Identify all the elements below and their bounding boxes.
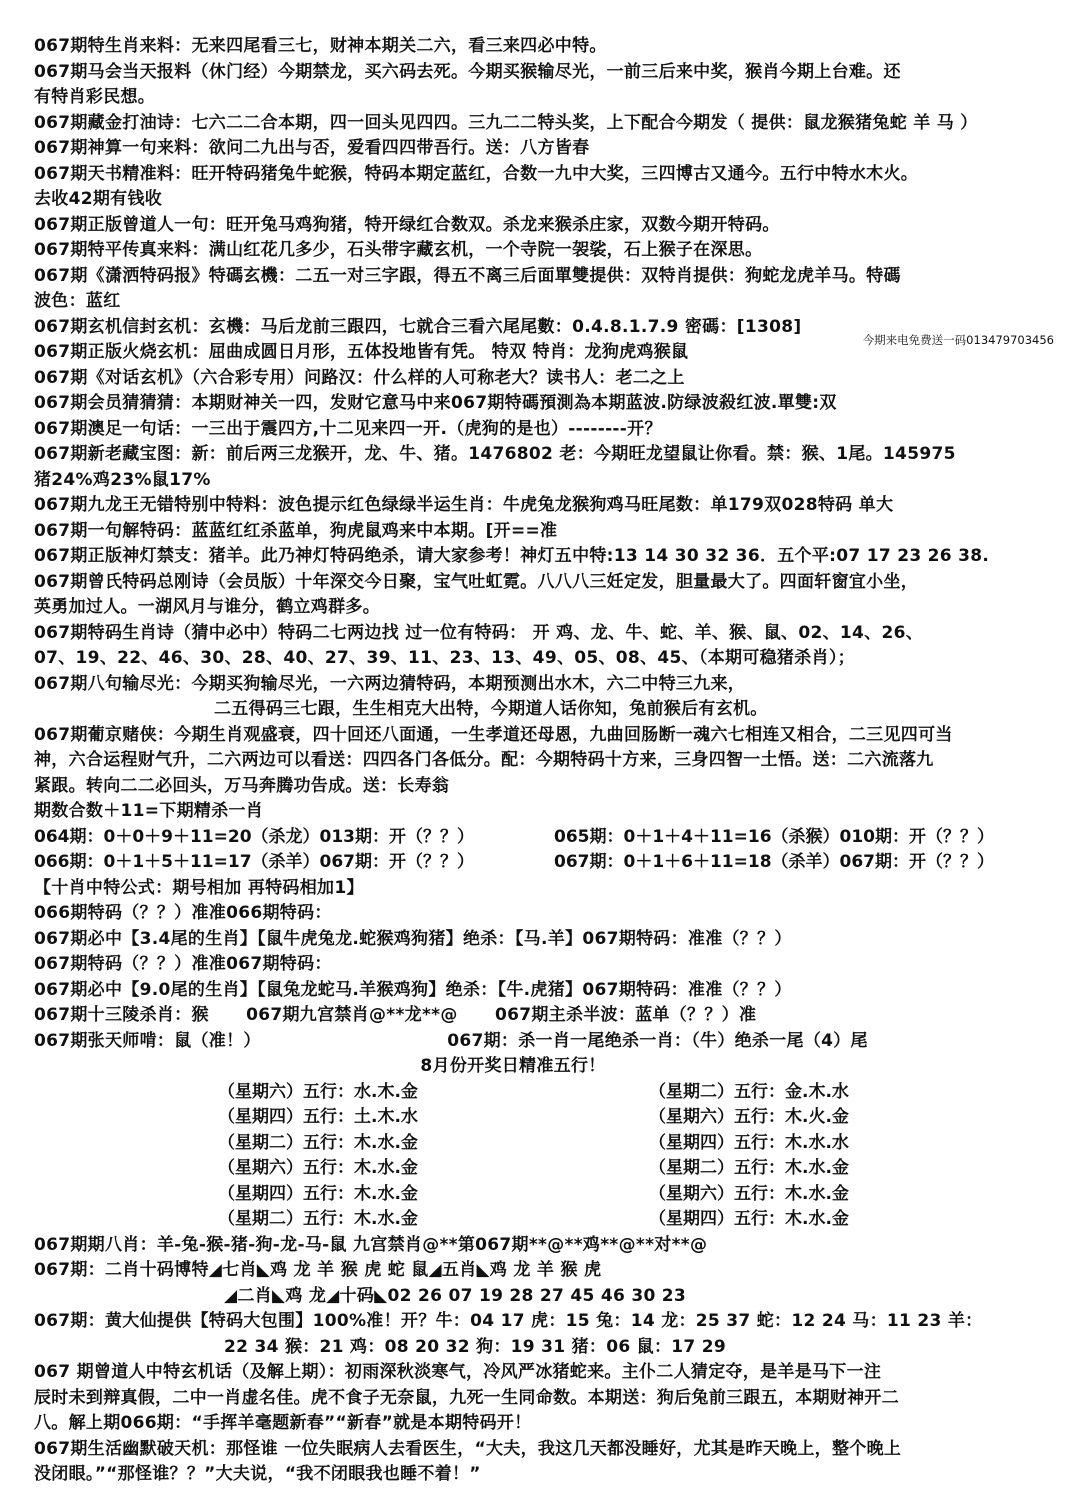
text-line: 067期天书精准料：旺开特码猪兔牛蛇猴，特码本期定蓝红，合数一九中大奖，三四博古又通今。五行中特水木火。 xyxy=(34,163,919,184)
calc-row xyxy=(34,850,1052,876)
wuxing-right: （星期二）五行：金.木.水 xyxy=(649,1081,849,1102)
text-line: 067期一句解特码：蓝蓝红红杀蓝单，狗虎鼠鸡来中本期。[开==准 xyxy=(34,520,558,541)
wuxing-row xyxy=(34,1207,1052,1233)
text-line: 07、19、22、46、30、28、40、27、39、11、23、13、49、05、08、45、（本期可稳猪杀肖）； xyxy=(34,648,855,668)
text-line: 067期特平传真来料：满山红花几多少，石头带字藏玄机，一个寺院一袈裟，石上猴子在深思。 xyxy=(34,240,763,260)
text-line: 神，六合运程财气升，二六两边可以看送：四四各门各低分。配：今期特码十方来，三身四智一土悟。送：二六流落九 xyxy=(34,750,934,770)
text-line: 067期会员猜猜猜：本期财神关一四，发财它意马中来067期特碼預測為本期蓝波.防绿波殺红波.單雙:双 xyxy=(34,393,837,413)
wuxing-left: （星期六）五行：木.水.金 xyxy=(218,1158,418,1178)
text-line: 猪24%鸡23%鼠17% xyxy=(34,469,211,490)
wuxing-row xyxy=(34,1182,1052,1208)
calc-right: 067期：0＋1＋6＋11=18（杀羊）067期：开（？？） xyxy=(554,852,995,872)
text-line: 067期正版火烧玄机：屈曲成圆日月形，五体投地皆有凭。 特双 特肖：龙狗虎鸡猴鼠 xyxy=(34,342,689,362)
text-line: 067期：黄大仙提供【特码大包围】100%准！开？牛：04 17 虎：15 兔：14 龙：25 37 蛇：12 24 马：11 23 羊： xyxy=(34,1311,983,1331)
block-b xyxy=(34,723,1052,825)
text-line: 067期八句输尽光：今期买狗输尽光，一六两边猜特码，本期预测出水木，六二中特三九来， xyxy=(34,673,746,694)
text-line-indented: 二五得码三七跟，生生相克大出特，今期道人话你知，兔前猴后有玄机。 xyxy=(214,699,768,719)
text-line: 067期正版曾道人一句：旺开兔马鸡狗猪，特开绿红合数双。杀龙来猴杀庄家，双数今期开特码。 xyxy=(34,214,780,235)
text-line: 067期玄机信封玄机：玄機：马后龙前三跟四，七就合三看六尾尾數：0.4.8.1.7.9 密碼：[1308] xyxy=(34,316,802,337)
wuxing-right: （星期六）五行：木.火.金 xyxy=(649,1107,849,1127)
calc-row xyxy=(34,825,1052,851)
calc-left: 064期：0＋0＋9＋11=20（杀龙）013期：开（？？） xyxy=(34,826,475,847)
text-line-indented: ◢二肖◣鸡 龙◢十码◣02 26 07 19 28 27 45 46 30 23 xyxy=(224,1285,687,1306)
wuxing-left: （星期二）五行：木.水.金 xyxy=(218,1132,418,1153)
text-line: 067期《潇洒特码报》特碼玄機：二五一对三字跟，得五不离三后面單雙提供：双特肖提供：狗蛇龙虎羊马。特碼 xyxy=(34,265,901,286)
text-line: 辰时未到辩真假，二中一肖虚名佳。虎不食子无奈鼠，九死一生同命数。本期送：狗后兔前三跟五，本期财神开二 xyxy=(34,1387,899,1408)
text-line: 【十肖中特公式：期号相加 再特码相加1】 xyxy=(34,877,364,898)
text-line: 067期正版神灯禁支：猪羊。此乃神灯特码绝杀，请大家参考！神灯五中特:13 14 30 32 36．五个平:07 17 23 26 38. xyxy=(34,546,990,566)
text-line: 英勇加过人。一湖风月与谁分，鹤立鸡群多。 xyxy=(34,597,380,617)
text-line: 有特肖彩民想。 xyxy=(34,87,156,107)
block-d xyxy=(34,1233,1052,1361)
text-line: 066期特码（？？）准准066期特码： xyxy=(34,903,332,923)
wuxing-row xyxy=(34,1105,1052,1131)
text-line: 067期九龙王无错特别中特料：波色提示红色绿绿半运生肖：牛虎兔龙猴狗鸡马旺尾数：单179双028特码 单大 xyxy=(34,495,894,515)
wuxing-row xyxy=(34,1080,1052,1106)
calc-left: 066期：0＋1＋5＋11=17（杀羊）067期：开（？？） xyxy=(34,852,475,872)
text-line: 八。解上期066期：“手挥羊毫题新春”“新春”就是本期特码开！ xyxy=(34,1413,532,1433)
text-line: 067期澳足一句话：一三出于震四方,十二见来四一开.（虎狗的是也）--------开？ xyxy=(34,418,662,439)
wuxing-right: （星期六）五行：木.水.金 xyxy=(649,1183,849,1204)
block-c xyxy=(34,876,1052,1055)
text-line: 067期十三陵杀肖：猴 067期九宫禁肖@**龙**@ 067期主杀半波：蓝单（？？）准 xyxy=(34,1005,757,1025)
wuxing-right: （星期四）五行：木.水.水 xyxy=(649,1132,849,1153)
wuxing-left: （星期二）五行：木.水.金 xyxy=(218,1209,418,1229)
text-line: 067期葡京赌侠：今期生肖观盛衰，四十回还八面通，一生孝道还母恩，九曲回肠断一魂六七相连又相合，二三见四可当 xyxy=(34,724,953,745)
text-line: 067期《对话玄机》（六合彩专用）问路汉：什么样的人可称老大？读书人：老二之上 xyxy=(34,367,685,388)
text-line: 067期特生肖来料：无来四尾看三七，财神本期关二六，看三来四必中特。 xyxy=(34,36,607,56)
text-line: 067期马会当天报料（休门经）今期禁龙，买六码去死。今期买猴输尽光，一前三后来中奖，猴肖今期上台难。还 xyxy=(34,61,901,82)
wuxing-row xyxy=(34,1156,1052,1182)
wuxing-right: （星期四）五行：木.水.金 xyxy=(649,1209,849,1229)
text-line: 067期特码（？？）准准067期特码： xyxy=(34,954,332,974)
text-line: 067期必中【9.0尾的生肖】【鼠兔龙蛇马.羊猴鸡狗】绝杀：【牛.虎猪】067期特码：准准（？？） xyxy=(34,979,792,1000)
text-line: 067期必中【3.4尾的生肖】【鼠牛虎兔龙.蛇猴鸡狗猪】绝杀：【马.羊】067期特码：准准（？？） xyxy=(34,928,792,949)
calc-table xyxy=(34,825,1052,876)
wuxing-left: （星期四）五行：木.水.金 xyxy=(218,1183,418,1204)
wuxing-section xyxy=(34,1054,1052,1233)
side-note: 今期来电免费送一码013479703456 xyxy=(862,333,1054,347)
text-line: 067期期八肖：羊-兔-猴-猪-狗-龙-马-鼠 九宫禁肖@**第067期**@**鸡**@**对**@ xyxy=(34,1234,708,1255)
text-line: 067期：二肖十码博特◢七肖◣鸡 龙 羊 猴 虎 蛇 鼠◢五肖◣鸡 龙 羊 猴 虎 xyxy=(34,1260,602,1280)
text-line: 067期特码生肖诗（猜中必中）特码二七两边找 过一位有特码： 开 鸡、龙、牛、蛇、羊、猴、鼠、02、14、26、 xyxy=(34,622,924,643)
wuxing-row xyxy=(34,1131,1052,1157)
calc-right: 065期：0＋1＋4＋11=16（杀猴）010期：开（？？） xyxy=(554,826,995,847)
text-line-indented: 22 34 猴：21 鸡：08 20 32 狗：19 31 猪：06 鼠：17 29 xyxy=(224,1336,727,1357)
text-line: 期数合数＋11=下期精杀一肖 xyxy=(34,801,264,821)
text-line: 067期藏金打油诗：七六二二合本期，四一回头见四四。三九二二特头奖，上下配合今期发（ 提供：鼠龙猴猪兔蛇 羊 马 ） xyxy=(34,112,978,133)
text-line: 067期张天师啃：鼠（准！） 067期：杀一肖一尾绝杀一肖：（牛）绝杀一尾（4）尾 xyxy=(34,1030,868,1051)
wuxing-left: （星期四）五行：土.木.水 xyxy=(218,1107,418,1127)
block-a xyxy=(34,34,1052,723)
wuxing-right: （星期二）五行：木.水.金 xyxy=(649,1158,849,1178)
wuxing-left: （星期六）五行：水.木.金 xyxy=(218,1081,418,1102)
text-line: 没闭眼。”“那怪谁？？”大夫说，“我不闭眼我也睡不着！” xyxy=(34,1464,481,1484)
text-line: 067期新老藏宝图：新：前后两三龙猴开，龙、牛、猪。1476802 老：今期旺龙望鼠让你看。禁：猴、1尾。145975 xyxy=(34,444,956,464)
text-line: 波色：蓝红 xyxy=(34,291,121,311)
text-line: 067期生活幽默破天机：那怪谁 一位失眠病人去看医生，“大夫，我这几天都没睡好，尤其是昨天晚上，整个晚上 xyxy=(34,1438,902,1459)
text-line: 067期神算一句来料：欲问二九出与否，爱看四四带吾行。送：八方皆春 xyxy=(34,138,590,158)
text-line: 067期曾氏特码总刚诗（会员版）十年深交今日聚，宝气吐虹霓。八八八三妊定发，胆量最大了。四面轩窗宜小坐， xyxy=(34,571,919,592)
wuxing-title: 8月份开奖日精准五行！ xyxy=(420,1056,606,1076)
text-line: 紧跟。转向二二必回头，万马奔腾功告成。送：长寿翁 xyxy=(34,775,450,796)
text-line: 067 期曾道人中特玄机话（及解上期）：初雨深秋淡寒气，冷风严冰猪蛇来。主仆二人猜定夺，是羊是马下一注 xyxy=(34,1362,882,1382)
text-line: 去收42期有钱收 xyxy=(34,189,163,209)
block-f xyxy=(34,1360,1052,1488)
